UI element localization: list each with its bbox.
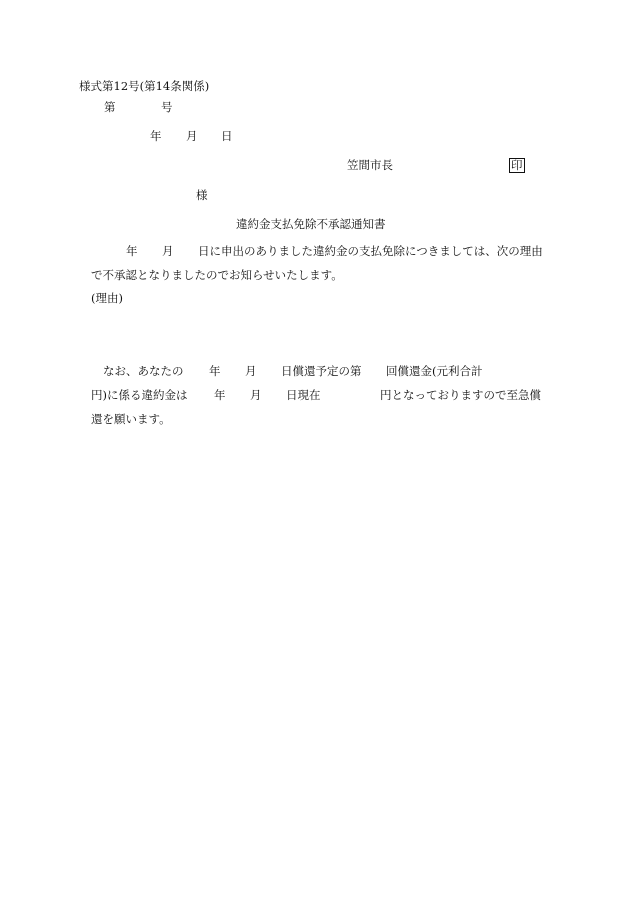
notice-line2-year: 年 bbox=[214, 388, 226, 402]
reason-label: (理由) bbox=[91, 291, 123, 305]
addressee-honorific: 様 bbox=[196, 188, 208, 202]
date-year-label: 年 bbox=[150, 129, 162, 143]
notice-line1-middle: 日償還予定の第 bbox=[281, 364, 362, 378]
notice-line3: 還を願います。 bbox=[91, 412, 171, 426]
body-year-label: 年 bbox=[126, 244, 138, 258]
body-month-label: 月 bbox=[162, 244, 174, 258]
body-line1-text: 日に申出のありました違約金の支払免除につきましては、次の理由 bbox=[198, 244, 543, 258]
body-line2-text: で不承認となりましたのでお知らせいたします。 bbox=[91, 268, 343, 282]
notice-line2-month: 月 bbox=[250, 388, 262, 402]
date-month-label: 月 bbox=[186, 129, 198, 143]
document-number-prefix: 第 bbox=[104, 100, 116, 114]
notice-line1-start: なお、あなたの bbox=[103, 364, 184, 378]
notice-line2-start: 円)に係る違約金は bbox=[91, 388, 188, 402]
date-day-label: 日 bbox=[221, 129, 233, 143]
seal-mark bbox=[509, 158, 525, 173]
notice-line1-end: 回償還金(元利合計 bbox=[386, 364, 483, 378]
document-title: 違約金支払免除不承認通知書 bbox=[236, 217, 386, 231]
notice-line2-middle: 日現在 bbox=[286, 388, 321, 402]
notice-line2-end: 円となっておりますので至急償 bbox=[380, 388, 541, 402]
notice-line1-year: 年 bbox=[209, 364, 221, 378]
seal-box: 印 bbox=[511, 158, 523, 172]
document-number-suffix: 号 bbox=[161, 100, 173, 114]
issuer-name: 笠間市長 bbox=[347, 158, 393, 172]
form-number-title: 様式第12号(第14条関係) bbox=[79, 79, 210, 93]
notice-line1-month: 月 bbox=[245, 364, 257, 378]
